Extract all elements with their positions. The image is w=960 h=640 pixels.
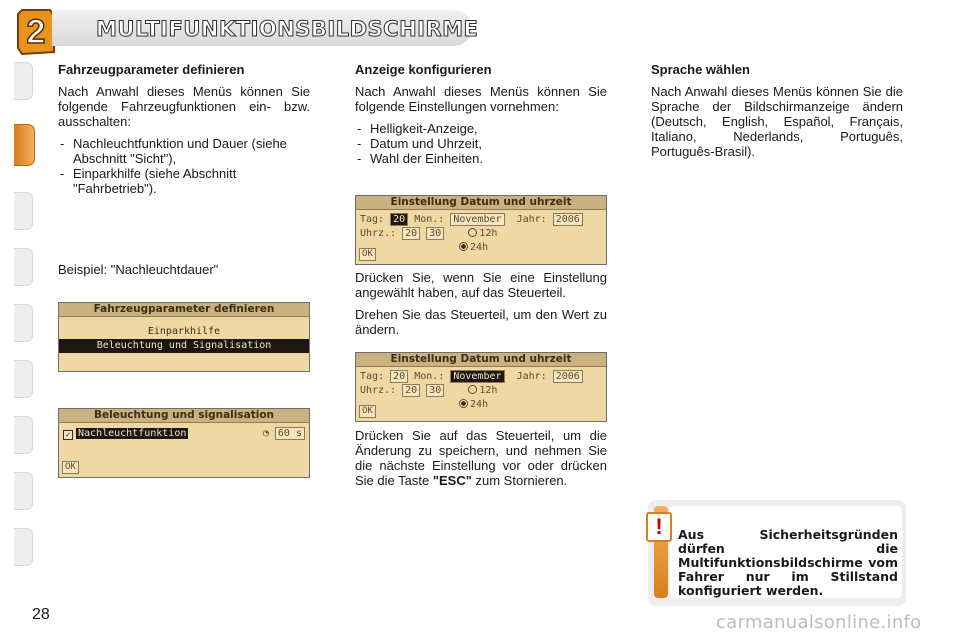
lcd-screen-date-time-1 bbox=[355, 195, 607, 265]
lcd-ok-button: OK bbox=[359, 248, 376, 261]
column-display-config-instructions bbox=[355, 270, 607, 344]
column-display-config-confirm bbox=[355, 428, 607, 495]
lcd-year-field: 2006 bbox=[553, 370, 583, 383]
lcd-title: Beleuchtung und signalisation bbox=[59, 409, 309, 423]
list-item: - Helligkeit-Anzeige, bbox=[355, 121, 607, 136]
radio-on-icon bbox=[459, 242, 468, 251]
chapter-tab-7[interactable] bbox=[14, 416, 33, 454]
lcd-day-field: 20 bbox=[390, 370, 408, 383]
lcd-label: Tag: bbox=[360, 214, 385, 225]
lcd-month-field: November bbox=[450, 370, 504, 383]
radio-on-icon bbox=[459, 399, 468, 408]
instruction-paragraph: Drehen Sie das Steuerteil, um den Wert zu ändern. bbox=[355, 307, 607, 337]
chapter-number: 2 bbox=[26, 12, 46, 51]
lcd-label: Uhrz.: bbox=[360, 385, 397, 396]
section-intro: Nach Anwahl dieses Menüs können Sie folgende Fahrzeugfunktionen ein- bzw. ausschalten: bbox=[58, 84, 310, 129]
lcd-time-row bbox=[356, 227, 606, 241]
lcd-menu-item: Einparkhilfe bbox=[147, 326, 221, 337]
section-heading: Anzeige konfigurieren bbox=[355, 62, 492, 77]
lcd-month-field: November bbox=[450, 213, 504, 226]
lcd-option: 24h bbox=[470, 242, 489, 253]
section-heading: Fahrzeugparameter definieren bbox=[58, 62, 245, 77]
lcd-date-row bbox=[356, 370, 606, 384]
list-item: - Datum und Uhrzeit, bbox=[355, 136, 607, 151]
lcd-label: Mon.: bbox=[414, 371, 445, 382]
lcd-hour-field: 20 bbox=[402, 384, 420, 397]
lcd-screen-lighting bbox=[58, 408, 310, 478]
chapter-tab-3[interactable] bbox=[14, 192, 33, 230]
lcd-date-row bbox=[356, 213, 606, 227]
warning-icon: ! bbox=[646, 512, 672, 542]
radio-off-icon bbox=[468, 228, 477, 237]
warning-text: Aus Sicherheitsgründen dürfen die Multifunktionsbildschirme vom Fahrer nur im Stillstand konfiguriert werden. bbox=[678, 527, 898, 598]
lcd-menu-item-selected: Beleuchtung und Signalisation bbox=[59, 339, 309, 353]
checkbox-checked-icon: ✓ bbox=[63, 430, 73, 440]
instruction-paragraph bbox=[355, 428, 607, 488]
lcd-setting-label: Nachleuchtfunktion bbox=[78, 428, 187, 439]
lcd-label: Mon.: bbox=[414, 214, 445, 225]
lcd-label: Tag: bbox=[360, 371, 385, 382]
column-display-config bbox=[355, 62, 607, 166]
lcd-label: Jahr: bbox=[516, 371, 547, 382]
column-language bbox=[651, 62, 903, 166]
chapter-tab-4[interactable] bbox=[14, 248, 33, 286]
chapter-tab-1[interactable] bbox=[14, 62, 33, 100]
section-intro: Nach Anwahl dieses Menüs können Sie folgende Einstellungen vornehmen: bbox=[355, 84, 607, 114]
watermark: carmanualsonline.info bbox=[716, 612, 922, 633]
lcd-option: 24h bbox=[470, 399, 489, 410]
lcd-label: Uhrz.: bbox=[360, 228, 397, 239]
lcd-ok-button: OK bbox=[359, 405, 376, 418]
lcd-minute-field: 30 bbox=[426, 227, 444, 240]
list-item: - Nachleuchtfunktion und Dauer (siehe Abschnitt "Sicht"), bbox=[58, 136, 310, 166]
instruction-text-end: zum Stornieren. bbox=[475, 473, 568, 488]
lcd-hour-field: 20 bbox=[402, 227, 420, 240]
radio-off-icon bbox=[468, 385, 477, 394]
lcd-day-field: 20 bbox=[390, 213, 408, 226]
lcd-year-field: 2006 bbox=[553, 213, 583, 226]
lcd-ok-button: OK bbox=[62, 461, 79, 474]
lcd-label: Jahr: bbox=[516, 214, 547, 225]
lcd-title: Einstellung Datum und uhrzeit bbox=[356, 353, 606, 367]
function-list bbox=[58, 136, 310, 196]
page-title: MULTIFUNKTIONSBILDSCHIRME bbox=[96, 17, 479, 41]
section-text: Nach Anwahl dieses Menüs können Sie die Sprache der Bildschirmanzeige ändern (Deutsch, English, Español, Français, Italiano, Nederlands, Português, Português-Brasil). bbox=[651, 84, 903, 159]
lcd-time-row bbox=[356, 384, 606, 398]
list-item: - Einparkhilfe (siehe Abschnitt "Fahrbetrieb"). bbox=[58, 166, 310, 196]
lcd-option: 12h bbox=[479, 385, 498, 396]
chapter-badge bbox=[16, 8, 56, 56]
lcd-setting-value-wrap bbox=[263, 427, 305, 441]
page-number: 28 bbox=[32, 606, 50, 623]
esc-key-label: "ESC" bbox=[432, 473, 472, 488]
lcd-option: 12h bbox=[479, 228, 498, 239]
lcd-time-format-row bbox=[356, 398, 606, 412]
settings-list bbox=[355, 121, 607, 166]
instruction-paragraph: Drücken Sie, wenn Sie eine Einstellung angewählt haben, auf das Steuerteil. bbox=[355, 270, 607, 300]
chapter-tab-9[interactable] bbox=[14, 528, 33, 566]
column-vehicle-parameters bbox=[58, 62, 310, 196]
chapter-tab-8[interactable] bbox=[14, 472, 33, 510]
list-item: - Wahl der Einheiten. bbox=[355, 151, 607, 166]
lcd-setting-value: 60 s bbox=[275, 427, 305, 440]
chapter-tab-2-active[interactable] bbox=[14, 124, 35, 166]
example-label: Beispiel: "Nachleuchtdauer" bbox=[58, 262, 219, 277]
lcd-screen-date-time-2 bbox=[355, 352, 607, 422]
lcd-time-format-row bbox=[356, 241, 606, 255]
instruction-text: Drücken Sie auf das Steuerteil, um die Änderung zu speichern, und nehmen Sie die nächste Einstellung vor oder drücken Sie die Taste bbox=[355, 428, 607, 488]
clock-icon: ◔ bbox=[262, 428, 269, 439]
chapter-tabs bbox=[14, 62, 34, 578]
chapter-tab-5[interactable] bbox=[14, 304, 33, 342]
lcd-title: Einstellung Datum und uhrzeit bbox=[356, 196, 606, 210]
section-heading: Sprache wählen bbox=[651, 62, 750, 77]
lcd-setting-row bbox=[59, 427, 309, 441]
chapter-tab-6[interactable] bbox=[14, 360, 33, 398]
lcd-screen-vehicle-parameters bbox=[58, 302, 310, 372]
lcd-title: Fahrzeugparameter definieren bbox=[59, 303, 309, 317]
lcd-minute-field: 30 bbox=[426, 384, 444, 397]
